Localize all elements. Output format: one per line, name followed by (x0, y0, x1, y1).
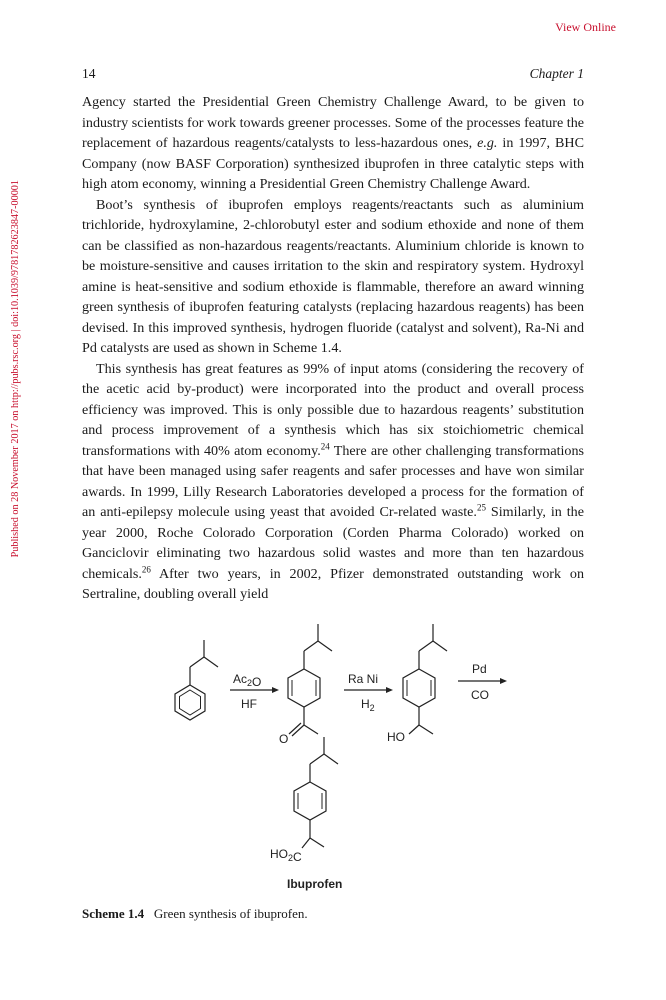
alcohol-hydroxyl-label: HO (387, 730, 405, 744)
paragraph-text: e.g. (477, 135, 498, 151)
step3-reagent-label: Pd (472, 662, 487, 676)
paragraph-text: There are other challenging transformations that have been managed using safer reagents and safer processes and have won similar awards. In 1999, Lilly Research Laboratories developed a process for the formation of an anti-epilepsy molecule using yeast that avoided Cr-related waste. (82, 442, 584, 520)
paragraph-text: in 1997, BHC Company (now BASF Corporation) synthesized ibuprofen in three catalytic steps with high atom economy, winning a Presidential Green Chemistry Challenge Award. (82, 135, 584, 192)
step2-reagent-label: Ra Ni (348, 672, 379, 686)
alcohol-structure (403, 624, 447, 734)
step1-condition-label: HF (241, 697, 257, 711)
reference-superscript: 26 (141, 563, 151, 574)
caption-text: Green synthesis of ibuprofen. (153, 906, 308, 921)
paragraph-text: Boot’s synthesis of ibuprofen employs reagents/reactants such as aluminium trichloride, hydroxylamine, 2-chlorobutyl ester and sodium ethoxide and none of them can be classified as non-hazardous reagents/reactants. Aluminium chloride is known to be moisture-sensitive and causes irritation to the skin and respiratory system. Hydroxyl amine is heat-sensitive and sodium ethoxide is flammable, therefore an award winning green synthesis of ibuprofen featuring catalysts (replacing hazardous reagents) has been devised. In this improved synthesis, hydrogen fluoride (catalyst and solvent), Ra-Ni and Pd catalysts are used as shown in Scheme 1.4. (82, 196, 584, 356)
paragraph-text: After two years, in 2002, Pfizer demonstrated outstanding work on Sertraline, doubling overall yield (82, 565, 584, 602)
reference-superscript: 24 (320, 440, 330, 451)
reference-superscript: 25 (476, 502, 486, 513)
body-paragraph (82, 195, 584, 359)
ketone-oxygen-label: O (279, 732, 289, 746)
step3-condition-label: CO (471, 688, 489, 702)
page-number: 14 (82, 66, 96, 81)
caption-label: Scheme 1.4 (82, 906, 145, 921)
carboxylic-acid-label: $HO_2C$ (270, 847, 302, 864)
publication-side-note (0, 180, 20, 680)
ibuprofen-structure (294, 737, 338, 848)
scheme-caption (82, 906, 308, 922)
paragraph-text: Similarly, in the year 2000, Roche Colorado Corporation (Corden Pharma Colorado) worked on Ganciclovir eliminating two hazardous solid wastes and more than ten hazardous chemicals. (82, 504, 584, 582)
scheme-figure (82, 612, 602, 902)
isobutylbenzene-structure (175, 640, 218, 720)
body-paragraph (82, 359, 584, 605)
view-online-link[interactable]: View Online (555, 20, 616, 34)
running-head: Chapter 1 (529, 66, 584, 81)
body-text (82, 92, 584, 605)
step2-condition-label: $H_2$ (361, 697, 375, 713)
product-name-label: Ibuprofen (287, 877, 343, 891)
step1-reagent-label: $Ac_2O$ (233, 672, 262, 689)
body-paragraph (82, 92, 584, 195)
reaction-scheme (82, 612, 602, 902)
paragraph-text: This synthesis has great features as 99% of input atoms (considering the recovery of the acetic acid by-product) were incorporated into the product and overall process efficiency was improved. This is only possible due to hazardous reagents’ substitution and process improvement of a synthesis which has six stoichiometric chemical transformations with 40% atom economy. (82, 360, 584, 459)
acetophenone-structure (288, 624, 332, 736)
side-note-text: Published on 28 November 2017 on http://pubs.rsc.org | doi:10.1039/9781782623847-00001 (10, 180, 21, 558)
paragraph-text: Agency started the Presidential Green Chemistry Challenge Award, to be given to industry scientists for work towards greener processes. Some of the processes feature the replacement of hazardous reagents/catalysts to less-hazardous ones, (82, 94, 584, 151)
